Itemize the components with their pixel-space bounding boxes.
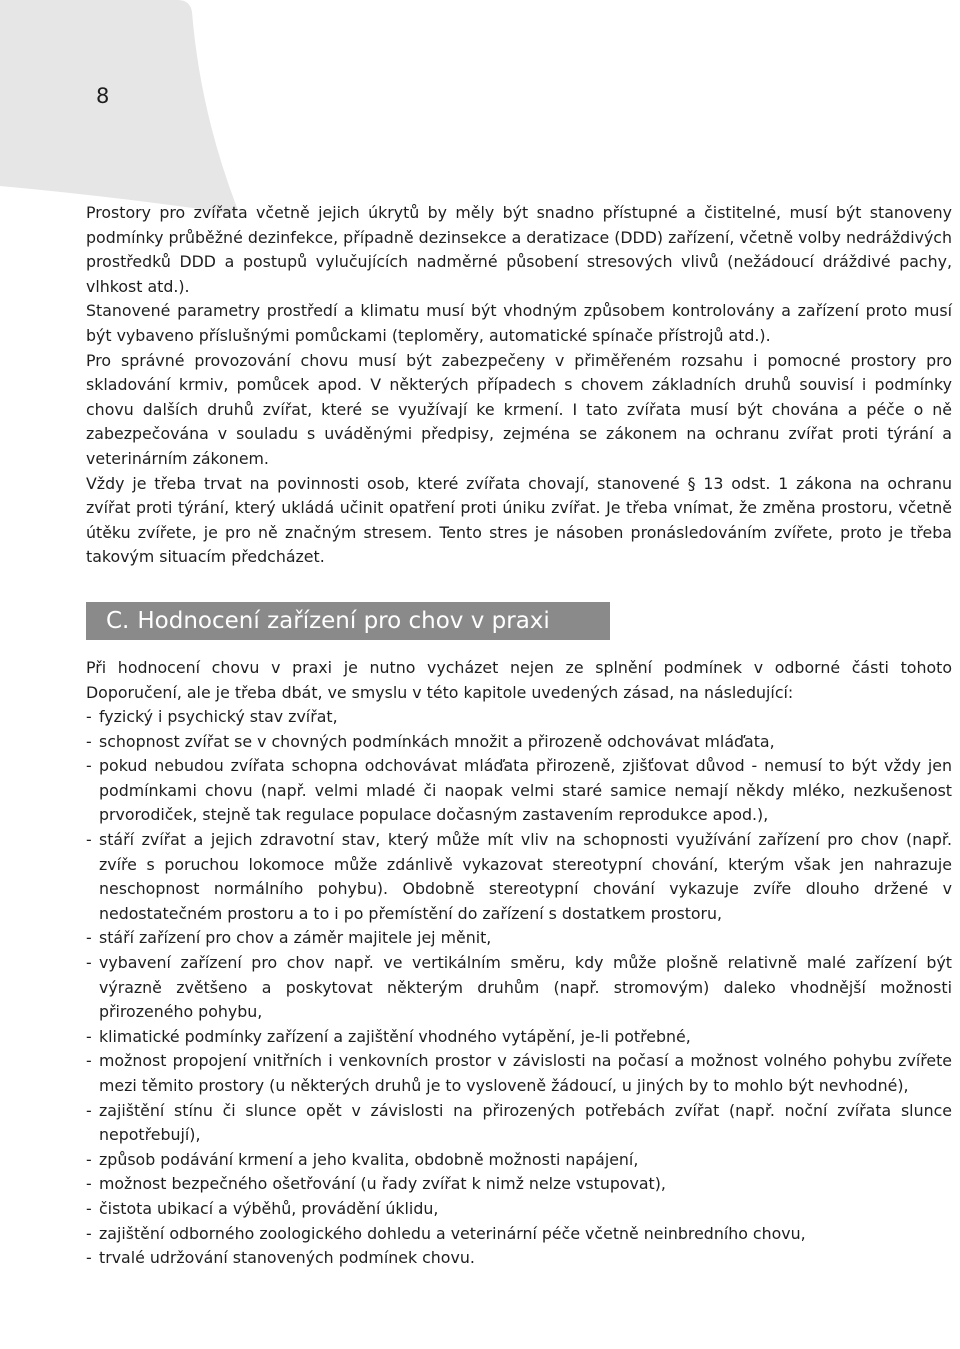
list-item: [86, 1246, 952, 1271]
section-intro: Při hodnocení chovu v praxi je nutno vycházet nejen ze splnění podmínek v odborné části tohoto Doporučení, ale je třeba dbát, ve smyslu v této kapitole uvedených zásad, na následující:: [86, 657, 952, 702]
list-item-text: stáří zvířat a jejich zdravotní stav, který může mít vliv na schopnosti využívání zařízení pro chov (např. zvíře s poruchou lokomoce může zdánlivě vykazovat stereotypní chování, kterým však jen nahrazuje neschopnost normálního pohybu). Obdobně stereotypní chování vykazuje zvíře dlouho držené v nedostatečném prostoru a to i po přemístění do zařízení s dostatkem prostoru,: [99, 830, 952, 923]
list-item-text: zajištění odborného zoologického dohledu a veterinární péče včetně neinbredního chovu,: [99, 1223, 806, 1243]
list-item-text: zajištění stínu či slunce opět v závislosti na přirozených potřebách zvířat (např. noční zvířata slunce nepotřebují),: [99, 1100, 952, 1145]
list-bullet: -: [86, 928, 92, 948]
list-item-text: možnost propojení vnitřních i venkovních prostor v závislosti na počasí a možnost volného pohybu zvířete mezi těmito prostory (u některých druhů je to vysloveně žádoucí, u jiných by to mohlo být nevhodné),: [99, 1051, 952, 1095]
list-bullet: -: [86, 1026, 92, 1046]
list-bullet: -: [86, 953, 92, 973]
section-title: Hodnocení zařízení pro chov v praxi: [137, 607, 550, 634]
list-item-text: fyzický i psychický stav zvířat,: [99, 707, 338, 727]
paragraph: Pro správné provozování chovu musí být zabezpečeny v přiměřeném rozsahu i pomocné prostory pro skladování krmiv, pomůcek apod. V některých případech s chovem základních druhů souvisí i podmínky chovu dalších druhů zvířat, které se využívají ke krmení. I tato zvířata musí být chována a péče o ně zabezpečována v souladu s uváděnými předpisy, zejména se zákonem na ochranu zvířat proti týrání a veterinárním zákonem.: [86, 350, 952, 468]
list-item: [86, 754, 952, 828]
list-bullet: -: [86, 1149, 92, 1169]
list-item: [86, 828, 952, 926]
list-bullet: -: [86, 707, 92, 727]
section-heading: [86, 602, 610, 640]
list-bullet: -: [86, 1174, 92, 1194]
list-item-text: stáří zařízení pro chov a záměr majitele jej měnit,: [99, 928, 492, 948]
list-item: [86, 926, 952, 951]
list-bullet: -: [86, 1051, 92, 1071]
list-item: [86, 1025, 952, 1050]
page-content: [86, 201, 952, 1271]
list-item-text: pokud nebudou zvířata schopna odchovávat mláďata přirozeně, zjišťovat důvod - nemusí to být vždy jen podmínkami chovu (např. velmi mladé či naopak velmi staré samice nemají někdy mléko, nezkušenost prvorodiček, stejně tak regulace populace dočasným zastavením reprodukce apod.),: [99, 756, 952, 825]
list-item: [86, 730, 952, 755]
list-bullet: -: [86, 1100, 92, 1120]
list-bullet: -: [86, 1198, 92, 1218]
list-bullet: -: [86, 1223, 92, 1243]
list-item-text: způsob podávání krmení a jeho kvalita, obdobně možnosti napájení,: [99, 1149, 639, 1169]
list-bullet: -: [86, 830, 92, 850]
list-item-text: trvalé udržování stanovených podmínek chovu.: [99, 1248, 475, 1268]
list-item: [86, 951, 952, 1025]
list-item-text: schopnost zvířat se v chovných podmínkách množit a přirozeně odchovávat mláďata,: [99, 731, 775, 751]
list-item-text: klimatické podmínky zařízení a zajištění vhodného vytápění, je-li potřebné,: [99, 1026, 691, 1046]
page-corner-tab: [0, 0, 240, 220]
section-letter: C.: [106, 607, 130, 634]
paragraph: Stanovené parametry prostředí a klimatu musí být vhodným způsobem kontrolovány a zařízení proto musí být vybaveno příslušnými pomůckami (teploměry, automatické spínače přístrojů atd.).: [86, 301, 952, 345]
list-item: [86, 1172, 952, 1197]
list-item: [86, 705, 952, 730]
paragraph: Prostory pro zvířata včetně jejich úkrytů by měly být snadno přístupné a čistitelné, musí být stanoveny podmínky průběžné dezinfekce, případně dezinsekce a deratizace (DDD) zařízení, včetně volby nedráždivých prostředků DDD a postupů vylučujících nadměrné působení stresových vlivů (nežádoucí dráždivé pachy, vlhkost atd.).: [86, 203, 952, 296]
list-item-text: čistota ubikací a výběhů, provádění úklidu,: [99, 1198, 439, 1218]
paragraph: Vždy je třeba trvat na povinnosti osob, které zvířata chovají, stanovené § 13 odst. 1 zákona na ochranu zvířat proti týrání, který ukládá učinit opatření proti úniku zvířat. Je třeba vnímat, že změna prostoru, včetně útěku zvířete, je pro ně značným stresem. Tento stres je násoben pronásledováním zvířete, proto je třeba takovým situacím předcházet.: [86, 473, 952, 567]
list-bullet: -: [86, 1248, 92, 1268]
list-item: [86, 1049, 952, 1098]
page-number: 8: [96, 84, 110, 108]
list-bullet: -: [86, 756, 92, 776]
list-item-text: možnost bezpečného ošetřování (u řady zvířat k nimž nelze vstupovat),: [99, 1174, 666, 1194]
list-item: [86, 1222, 952, 1247]
list-item-text: vybavení zařízení pro chov např. ve vertikálním směru, kdy může plošně relativně malé zařízení být výrazně zvětšeno a poskytovat některým druhům (např. stromovým) daleko vhodnější možnosti přirozeného pohybu,: [99, 953, 952, 1022]
list-item: [86, 1197, 952, 1222]
list-item: [86, 1099, 952, 1148]
list-bullet: -: [86, 731, 92, 751]
list-item: [86, 1148, 952, 1173]
criteria-list: [86, 705, 952, 1271]
